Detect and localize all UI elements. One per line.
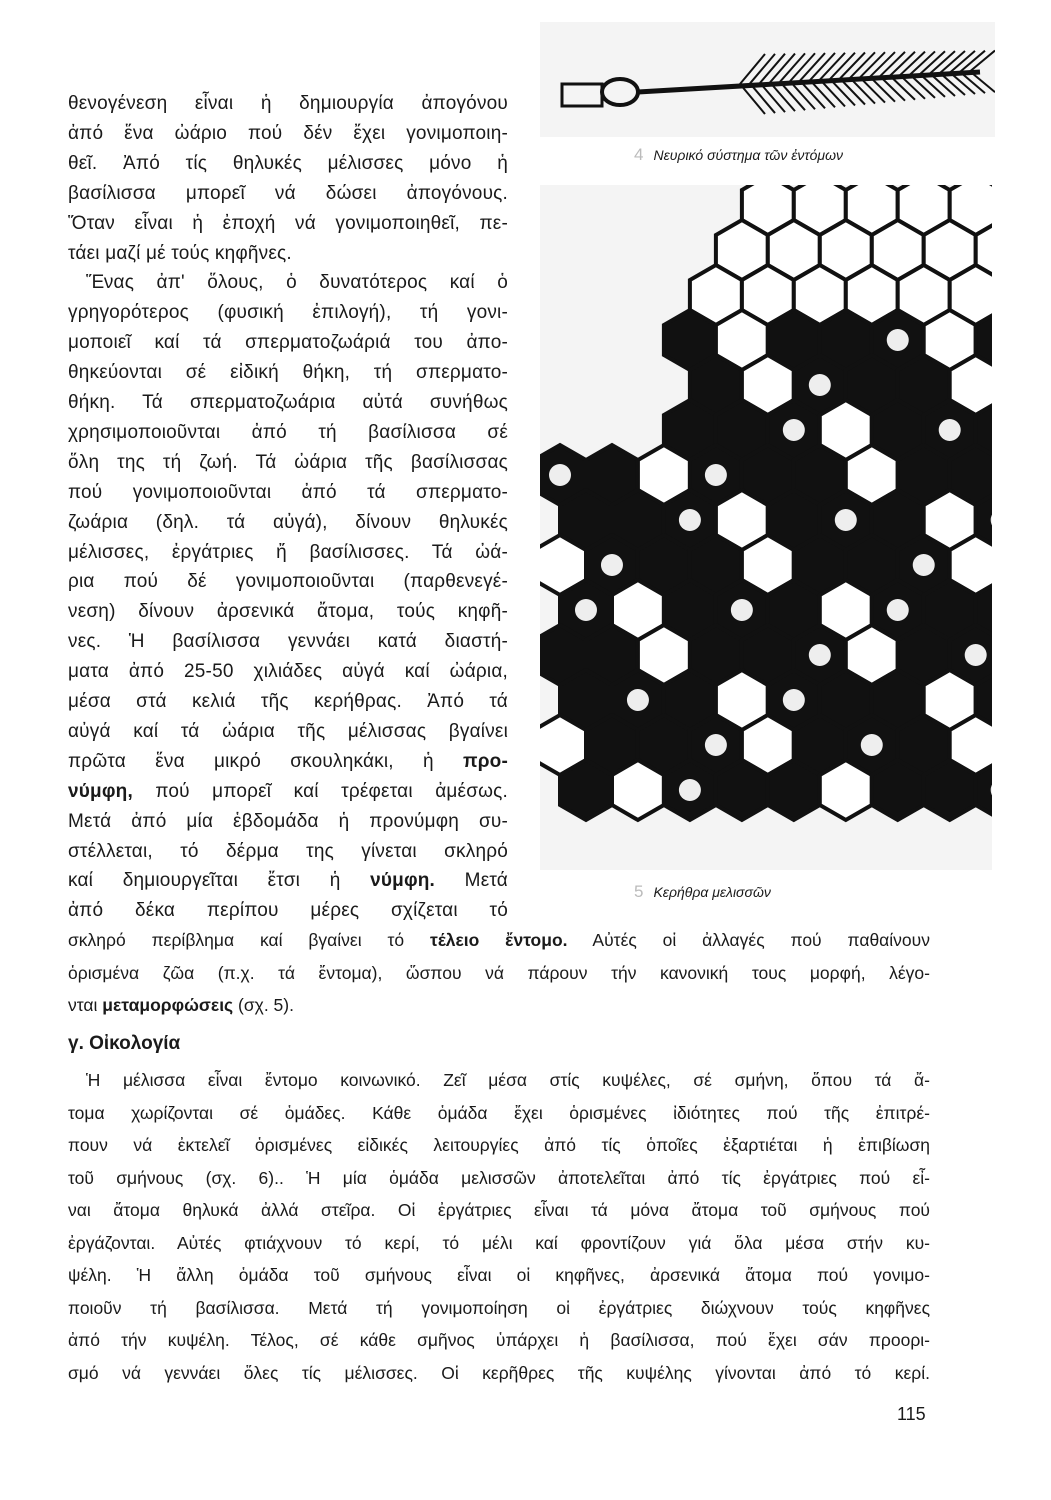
text-line [68,570,508,594]
text-span: βασίλισσα μπορεῖ νά δώσει ἀπογόνους. [68,182,508,204]
text-line [68,1328,930,1352]
text-span: ἐργάζονται. Αὐτές φτιάχνουν τό κερί, τό μέλι καί φροντίζουν γιά ὅλα μέσα στήν κυ- [68,1232,930,1253]
larva [731,599,753,621]
text-line [68,750,508,774]
text-span: πού γονιμοποιοῦνται ἀπό τά σπερματο- [68,481,508,503]
text-span: Ἡ μέλισσα εἶναι ἔντομο κοινωνικό. Ζεῖ μέσα στίς κυψέλες, σέ σμήνη, ὅπου τά ἄ- [86,1070,930,1090]
section-heading: γ. Οἰκολογία [68,1033,181,1054]
larva [575,599,597,621]
text-line [68,271,508,295]
text-line [68,810,508,834]
text-span: μέλισσες, ἐργάτριες ἤ βασίλισσες. Τά ὠά- [68,541,508,563]
bold-term: μεταμορφώσεις [102,995,234,1015]
larva [887,599,909,621]
honeycomb-figure [540,185,992,870]
text-span: τοῦ σμήνους (σχ. 6).. Ἡ μία ὁμάδα μελισσῶν ἀποτελεῖται ἀπό τίς ἐργάτριες πού εἶ- [68,1167,930,1188]
text-line [68,1231,930,1255]
text-line [68,780,508,804]
figure-4-caption [634,145,843,165]
text-span: αὐγά καί τά ὠάρια τῆς μέλισσας βγαίνει [68,720,508,742]
caption-text: Κερήθρα μελισσῶν [653,884,771,900]
larva [679,509,701,531]
bold-term: τέλειο ἔντομο. [430,930,568,950]
text-line [68,961,930,985]
larva [887,329,909,351]
nervous-system-figure [540,22,995,137]
text-span: ὁρισμένα ζῶα (π.χ. τά ἔντομα), ὥσπου νά πάρουν τήν κανονική τους μορφή, λέγο- [68,962,930,983]
text-line [68,660,508,684]
larva [809,644,831,666]
text-line [68,899,508,923]
text-span: ματα ἀπό 25-50 χιλιάδες αὐγά καί ὠάρια, [68,661,508,683]
text-span: καί δημιουργεῖται ἔτσι ἡ [68,870,371,892]
text-span: χρησιμοποιοῦνται ἀπό τή βασίλισσα σέ [68,421,508,443]
larva [835,509,857,531]
text-line [68,928,930,952]
bold-term: νύμφη, [68,780,133,802]
larva [601,554,623,576]
honeycomb-cell [560,760,612,820]
text-span: ἀπό ἕνα ὠάριο πού δέν ἔχει γονιμοποιη- [68,122,508,144]
text-line [68,1296,930,1320]
text-line [68,840,508,864]
text-line [68,1133,930,1157]
text-span: στέλλεται, τό δέρμα της γίνεται σκληρό [68,840,508,862]
honeycomb-cell [612,760,664,820]
text-line [68,1263,930,1287]
figure-number: 4 [634,145,644,164]
text-line [68,152,508,176]
text-line [68,1361,930,1385]
text-line [68,451,508,475]
larva [679,779,701,801]
text-line [68,1198,930,1222]
text-span: Μετά ἀπό μία ἑβδομάδα ἡ προνύμφη συ- [68,810,508,832]
text-line [68,301,508,325]
text-span: ζωάρια (δηλ. τά αὐγά), δίνουν θηλυκές [68,511,508,533]
larva [627,689,649,711]
text-span: νες. Ἡ βασίλισσα γεννάει κατά διαστή- [68,631,508,653]
honeycomb-cell [820,760,872,820]
larva [913,554,935,576]
text-line [68,92,508,116]
text-line [68,212,508,236]
text-span: θενογένεση εἶναι ἡ δημιουργία ἀπογόνου [68,93,508,114]
text-span: Ὅταν εἶναι ἡ ἐποχή νά γονιμοποιηθεῖ, πε- [68,212,508,234]
text-span: Μετά [435,870,508,892]
text-span: ποιοῦν τή βασίλισσα. Μετά τή γονιμοποίηση οἱ ἐργάτριες διώχνουν τούς κηφῆνες [68,1297,930,1318]
text-line [68,600,508,624]
text-span: ἀπό δέκα περίπου μέρες σχίζεται τό [68,900,508,922]
figure-number: 5 [634,882,644,901]
text-span: νται [68,995,103,1015]
caption-text: Νευρικό σύστημα τῶν ἐντόμων [653,147,843,163]
text-span: πουν νά ἐκτελεῖ ὁρισμένες εἰδικές λειτουργίες ἀπό τίς ὁποῖες ἐξαρτιέται ἡ ἐπιβίωση [68,1135,930,1155]
figure-5-caption [634,882,771,902]
text-line [68,481,508,505]
text-line [68,421,508,445]
honeycomb-illustration [540,185,992,870]
text-line [68,690,508,714]
text-line [68,331,508,355]
larva [965,644,987,666]
text-line [68,1101,930,1125]
text-line [68,630,508,654]
text-line [68,869,508,893]
larva [939,419,961,441]
larva [705,734,727,756]
bold-term: προ- [462,750,508,772]
larva [705,464,727,486]
text-span: σκληρό περίβλημα καί βγαίνει τό [68,930,431,950]
text-span: γρηγορότερος (φυσική ἐπιλογή), τή γονι- [68,302,508,324]
text-line [68,242,508,266]
text-span: τομα χωρίζονται σέ ὁμάδες. Κάθε ὁμάδα ἔχει ὁρισμένες ἰδιότητες πού τῆς ἐπιτρέ- [68,1102,930,1123]
text-line [68,391,508,415]
text-span: σμό νά γεννάει ὅλες τίς μέλισσες. Οἱ κερῆθρες τῆς κυψέλης γίνονται ἀπό τό κερί. [68,1362,930,1383]
bold-term: νύμφη. [370,870,436,892]
text-line [68,993,930,1017]
text-line [68,511,508,535]
larva [783,419,805,441]
text-span: πρῶτα ἕνα μικρό σκουληκάκι, ἡ [68,750,463,772]
text-span: πού μπορεῖ καί τρέφεται ἀμέσως. [132,780,508,802]
larva [549,464,571,486]
text-span: ναι ἄτομα θηλυκά ἀλλά στεῖρα. Οἱ ἐργάτριες εἶναι τά μόνα ἄτομα τοῦ σμήνους πού [68,1200,930,1220]
honeycomb-cell [872,760,924,820]
text-span: θήκη. Τά σπερματοζωάρια αὐτά συνήθως [68,392,508,413]
text-span: ὅλη της τή ζωή. Τά ὠάρια τῆς βασίλισσας [68,451,508,473]
larva [783,689,805,711]
larva [809,374,831,396]
honeycomb-cell [768,760,820,820]
text-span: ρια πού δέ γονιμοποιοῦνται (παρθενεγέ- [68,571,508,593]
text-span: τάει μαζί μέ τούς κηφῆνες. [68,242,292,264]
page-number: 115 [897,1404,926,1424]
text-span: μέσα στά κελιά τῆς κερήθρας. Ἀπό τά [68,691,508,712]
text-line [68,361,508,385]
text-span: ἀπό τήν κυψέλη. Τέλος, σέ κάθε σμῆνος ὑπάρχει ἡ βασίλισσα, πού ἔχει σάν προορι- [68,1330,930,1350]
nervous-system-illustration [540,22,995,137]
text-line [68,1166,930,1190]
text-line [68,122,508,146]
text-span: (σχ. 5). [233,995,294,1015]
text-span: ψέλη. Ἡ ἄλλη ὁμάδα τοῦ σμήνους εἶναι οἱ κηφῆνες, ἀρσενικά ἄτομα πού γονιμο- [68,1265,930,1285]
text-span: θηκεύονται σέ εἰδική θήκη, τή σπερματο- [68,362,508,384]
text-span: Ἕνας ἀπ' ὅλους, ὁ δυνατότερος καί ὁ [86,272,508,294]
honeycomb-cell [924,760,976,820]
larva [861,734,883,756]
text-span: νεση) δίνουν ἀρσενικά ἄτομα, τούς κηφῆ- [68,601,508,623]
text-line [68,182,508,206]
honeycomb-cell [716,760,768,820]
text-line [68,720,508,744]
text-line [68,1068,930,1092]
text-span: θεῖ. Ἀπό τίς θηλυκές μέλισσες μόνο ἡ [68,152,508,174]
text-span: μοποιεῖ καί τά σπερματοζωάριά του ἀπο- [68,332,508,354]
text-span: Αὐτές οἱ ἀλλαγές πού παθαίνουν [567,930,930,950]
text-line [68,541,508,565]
